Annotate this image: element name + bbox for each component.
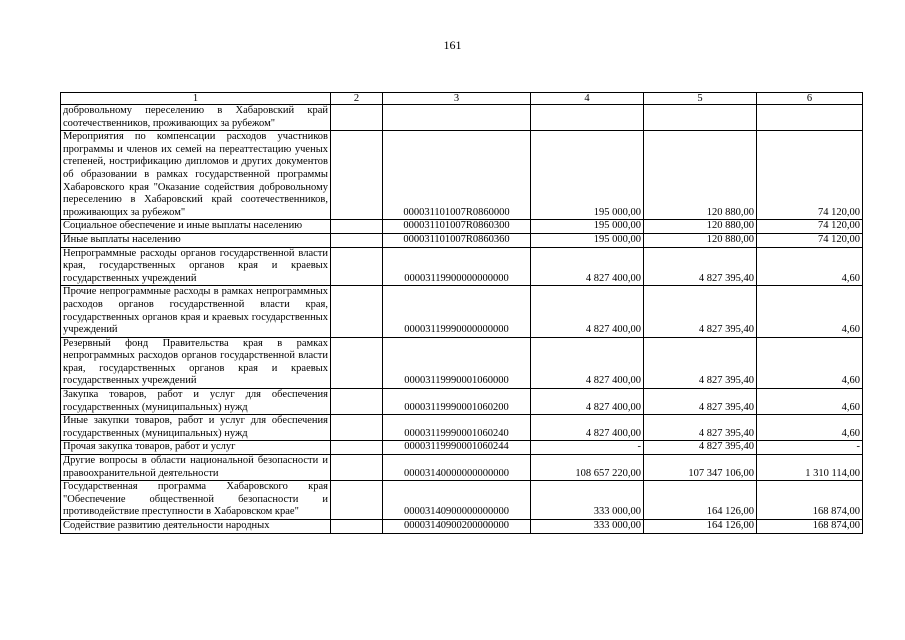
- row-plan-cell: 4 827 400,00: [531, 389, 644, 415]
- row-executed-cell: 164 126,00: [644, 481, 757, 520]
- row-name-cell: Государственная программа Хабаровского края "Обеспечение общественной безопасности и противодействие преступности в Хабаровском крае": [61, 481, 331, 520]
- row-executed-cell: 107 347 106,00: [644, 455, 757, 481]
- row-plan-cell: 333 000,00: [531, 481, 644, 520]
- row-remainder-cell: 168 874,00: [757, 520, 863, 534]
- row-name-cell: Иные закупки товаров, работ и услуг для обеспечения государственных (муниципальных) нужд: [61, 415, 331, 441]
- row-executed-cell: [644, 105, 757, 131]
- row-code-cell: 00003119990001060000: [383, 337, 531, 388]
- row-name-cell: добровольному переселению в Хабаровский край соотечественников, проживающих за рубежом": [61, 105, 331, 131]
- column-header: 2: [331, 93, 383, 105]
- row-col2-cell: [331, 337, 383, 388]
- row-code-cell: 00003140900000000000: [383, 481, 531, 520]
- table-row: [61, 105, 863, 131]
- row-name-cell: Прочие непрограммные расходы в рамках непрограммных расходов органов государственной власти края, государственных органов края и краевых государственных учреждений: [61, 286, 331, 337]
- row-remainder-cell: 1 310 114,00: [757, 455, 863, 481]
- row-name-cell: Другие вопросы в области национальной безопасности и правоохранительной деятельности: [61, 455, 331, 481]
- table-row: [61, 337, 863, 388]
- row-plan-cell: 195 000,00: [531, 131, 644, 220]
- row-name-cell: Прочая закупка товаров, работ и услуг: [61, 441, 331, 455]
- row-plan-cell: 195 000,00: [531, 233, 644, 247]
- row-code-cell: 00003119990000000000: [383, 286, 531, 337]
- column-header: 4: [531, 93, 644, 105]
- row-name-cell: Мероприятия по компенсации расходов участников программы и членов их семей на переаттестацию ученых степеней, нострификацию дипломов и других документов об образовании в рамках государственной программы Хабаровского края "Оказание содействия добровольному переселению в Хабаровский край соотечественников, проживающих за рубежом": [61, 131, 331, 220]
- row-col2-cell: [331, 415, 383, 441]
- row-name-cell: Закупка товаров, работ и услуг для обеспечения государственных (муниципальных) нужд: [61, 389, 331, 415]
- row-name-cell: Содействие развитию деятельности народных: [61, 520, 331, 534]
- table-row: [61, 441, 863, 455]
- table-row: [61, 455, 863, 481]
- row-col2-cell: [331, 455, 383, 481]
- row-remainder-cell: 4,60: [757, 247, 863, 286]
- row-executed-cell: 120 880,00: [644, 220, 757, 234]
- row-remainder-cell: 4,60: [757, 415, 863, 441]
- row-plan-cell: 333 000,00: [531, 520, 644, 534]
- row-code-cell: 00003119900000000000: [383, 247, 531, 286]
- row-remainder-cell: 74 120,00: [757, 233, 863, 247]
- row-col2-cell: [331, 389, 383, 415]
- row-executed-cell: 4 827 395,40: [644, 441, 757, 455]
- row-plan-cell: 4 827 400,00: [531, 415, 644, 441]
- row-plan-cell: 4 827 400,00: [531, 286, 644, 337]
- row-executed-cell: 4 827 395,40: [644, 286, 757, 337]
- table-row: [61, 520, 863, 534]
- row-col2-cell: [331, 247, 383, 286]
- row-name-cell: Резервный фонд Правительства края в рамках непрограммных расходов органов государственной власти края, государственных органов края и краевых государственных учреждений: [61, 337, 331, 388]
- budget-table: [60, 92, 863, 534]
- column-header: 3: [383, 93, 531, 105]
- row-plan-cell: [531, 105, 644, 131]
- row-plan-cell: 4 827 400,00: [531, 247, 644, 286]
- row-plan-cell: -: [531, 441, 644, 455]
- row-name-cell: Социальное обеспечение и иные выплаты населению: [61, 220, 331, 234]
- table-row: [61, 481, 863, 520]
- row-col2-cell: [331, 520, 383, 534]
- row-code-cell: 00003119990001060200: [383, 389, 531, 415]
- table-row: [61, 415, 863, 441]
- row-executed-cell: 120 880,00: [644, 131, 757, 220]
- row-code-cell: 000031101007R0860360: [383, 233, 531, 247]
- row-remainder-cell: 4,60: [757, 286, 863, 337]
- row-code-cell: 00003119990001060240: [383, 415, 531, 441]
- row-col2-cell: [331, 233, 383, 247]
- row-code-cell: 00003140900200000000: [383, 520, 531, 534]
- budget-table-body: [61, 93, 863, 534]
- table-row: [61, 389, 863, 415]
- row-executed-cell: 4 827 395,40: [644, 389, 757, 415]
- row-remainder-cell: 168 874,00: [757, 481, 863, 520]
- table-row: [61, 247, 863, 286]
- table-row: [61, 131, 863, 220]
- row-code-cell: 000031101007R0860300: [383, 220, 531, 234]
- row-remainder-cell: 4,60: [757, 389, 863, 415]
- column-header: 5: [644, 93, 757, 105]
- row-executed-cell: 4 827 395,40: [644, 247, 757, 286]
- table-row: [61, 233, 863, 247]
- row-remainder-cell: -: [757, 441, 863, 455]
- row-plan-cell: 4 827 400,00: [531, 337, 644, 388]
- row-code-cell: [383, 105, 531, 131]
- row-remainder-cell: [757, 105, 863, 131]
- page-number: 161: [443, 38, 462, 52]
- row-code-cell: 00003119990001060244: [383, 441, 531, 455]
- column-header: 1: [61, 93, 331, 105]
- row-code-cell: 00003140000000000000: [383, 455, 531, 481]
- row-name-cell: Непрограммные расходы органов государственной власти края, государственных органов края и краевых государственных учреждений: [61, 247, 331, 286]
- row-col2-cell: [331, 481, 383, 520]
- column-number-row: [61, 93, 863, 105]
- row-code-cell: 000031101007R0860000: [383, 131, 531, 220]
- row-executed-cell: 164 126,00: [644, 520, 757, 534]
- row-executed-cell: 4 827 395,40: [644, 337, 757, 388]
- row-plan-cell: 108 657 220,00: [531, 455, 644, 481]
- row-remainder-cell: 74 120,00: [757, 220, 863, 234]
- row-executed-cell: 4 827 395,40: [644, 415, 757, 441]
- column-header: 6: [757, 93, 863, 105]
- table-row: [61, 286, 863, 337]
- row-remainder-cell: 74 120,00: [757, 131, 863, 220]
- row-plan-cell: 195 000,00: [531, 220, 644, 234]
- row-col2-cell: [331, 131, 383, 220]
- row-name-cell: Иные выплаты населению: [61, 233, 331, 247]
- row-col2-cell: [331, 220, 383, 234]
- row-remainder-cell: 4,60: [757, 337, 863, 388]
- row-col2-cell: [331, 441, 383, 455]
- row-executed-cell: 120 880,00: [644, 233, 757, 247]
- row-col2-cell: [331, 105, 383, 131]
- row-col2-cell: [331, 286, 383, 337]
- table-row: [61, 220, 863, 234]
